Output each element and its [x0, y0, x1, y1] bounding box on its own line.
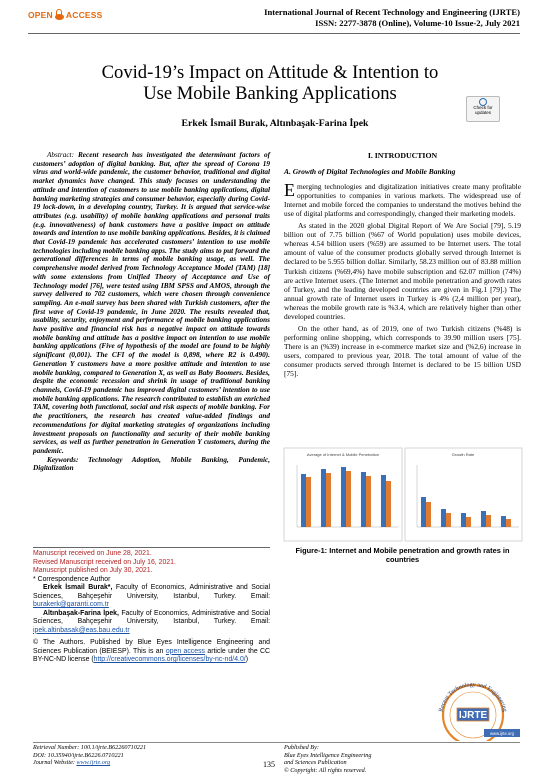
- figure-1-image: [283, 447, 523, 542]
- title-line-1: Covid-19’s Impact on Attitude & Intention to: [101, 62, 439, 83]
- intro-paragraph-1: [284, 182, 521, 218]
- intro-paragraph-2: As stated in the 2020 global Digital Report of We Are Social [79], 5.19 billion out of 7.75 billion (%67 of World population) uses mobile devices, whereas 4.54 billion users (%59) are assumed to be Internet users. The total amount of value of the consumer products globally served through Internet is declared to be 5.955 billion dollar. Similarly, 58.23 million out of 83.88 million Turkish citizens (%69,4%) have mobile subscription and 62.07 million (74%) are active Internet users. (The Internet and mobile penetration and growth rates of Turkey, and the leading developed countries are given in Fig.1 [79].) The annual growth rate of Internet users in Turkey is 4% (2,4 million per year), whereas the mobile growth rate is %3.4, which are relatively higher than other developed countries.: [284, 221, 521, 321]
- footer-left: [33, 744, 146, 767]
- correspondence-label: * Correspondence Author: [33, 575, 111, 583]
- received-date: Manuscript received on June 28, 2021.: [33, 550, 152, 557]
- revised-date: Revised Manuscript received on July 16, 2021.: [33, 558, 176, 566]
- section-heading: I. INTRODUCTION: [367, 151, 438, 160]
- manuscript-rule: [33, 547, 270, 548]
- author-1-email[interactable]: burakerk@garanti.com.tr: [33, 601, 109, 608]
- svg-text:Recent Technology and Engineer: Recent Technology and Engineering: [438, 681, 508, 713]
- license-c: ): [245, 656, 248, 663]
- author-2-name: Altınbaşak-Farina İpek,: [43, 609, 119, 617]
- copyright: © Copyright: All rights reserved.: [284, 766, 367, 774]
- website-line: [33, 759, 146, 767]
- author-1-name: Erkek İsmail Burak*,: [43, 584, 113, 591]
- website-label: Journal Website:: [33, 759, 75, 767]
- chart1-title: Average of Internet & Mobile Penetration: [306, 452, 380, 457]
- author-1-aff-text: Faculty of Economics, Administrative and Social Sciences, Bahçeşehir University, Istanbul, Turkey. Email:: [33, 584, 270, 600]
- header-rule: [28, 33, 520, 34]
- svg-text:www.ijrte.org: www.ijrte.org: [490, 731, 514, 736]
- intro-paragraph-1-text: merging technologies and digitalization initiatives create many profitable opportunities to companies in various markets. The widespread use of Internet and mobile forced the companies to understand the motives behind the use of digital platforms and correspondingly, changed their marketing models.: [284, 182, 521, 219]
- doi: DOI: 10.35940/ijrte.B6226.0710221: [33, 751, 124, 759]
- footer-rule: [33, 742, 520, 743]
- footer-right: [284, 744, 371, 774]
- author-1-affiliation: [33, 584, 270, 610]
- check-updates-icon: [479, 98, 487, 106]
- author-line: Erkek İsmail Burak, Altınbaşak-Farina İpek: [181, 118, 369, 129]
- issn-line: ISSN: 2277-3878 (Online), Volume-10 Issue-2, July 2021: [315, 17, 520, 28]
- license-b: article under the CC BY-NC-ND license (: [33, 647, 270, 663]
- cc-license-link[interactable]: http://creativecommons.org/licenses/by-nc-nd/4.0/: [93, 656, 246, 663]
- page-header: [0, 0, 550, 36]
- keywords-text: Technology Adoption, Mobile Banking, Pandemic, Digitalization: [33, 455, 271, 473]
- subsection-heading: A. Growth of Digital Technologies and Mobile Banking: [284, 167, 456, 177]
- open-access-logo: [28, 9, 103, 20]
- journal-header: [264, 7, 520, 28]
- keywords-paragraph: [33, 456, 270, 473]
- license-text: [33, 639, 270, 665]
- drop-cap: E: [284, 180, 295, 201]
- website-link[interactable]: www.ijrte.org: [76, 759, 111, 767]
- published-date: Manuscript published on July 30, 2021.: [33, 567, 153, 574]
- publisher-line-1: Blue Eyes Intelligence Engineering: [284, 751, 372, 759]
- oa-right-text: ACCESS: [65, 9, 103, 20]
- intro-paragraph-3: On the other hand, as of 2019, one of two Turkish citizens (%48) is performing online shopping, which corresponds to 39.90 million users [75]. There is an (%39) increase in e-commerce market size and (%2,6) increase in users, compared to previous year, 2018. The total amount of value of the consumer products served through Internet is declared to be 15 billion USD [75].: [284, 323, 521, 379]
- page-number: 135: [263, 760, 275, 769]
- open-lock-icon: [55, 9, 64, 20]
- check-badge-text: Check for updates: [473, 105, 493, 115]
- title-line-2: Use Mobile Banking Applications: [143, 83, 397, 104]
- published-by-label: Published By:: [284, 744, 319, 751]
- retrieval-number: Retrieval Number: 100.1/ijrte.B62260710221: [33, 744, 147, 751]
- author-2-email[interactable]: ipek.altinbasak@eas.bau.edu.tr: [33, 626, 130, 634]
- paper-title: [40, 62, 500, 104]
- manuscript-info: [33, 550, 270, 665]
- figure-1-caption: Figure-1: Internet and Mobile penetration and growth rates in countries: [295, 546, 510, 564]
- ijrte-seal: [424, 677, 522, 741]
- abstract-column: [33, 151, 270, 473]
- journal-name: International Journal of Recent Technology and Engineering (IJRTE): [264, 7, 520, 17]
- license-a: © The Authors. Published by Blue Eyes Intelligence Engineering and Sciences Publication (BEIESP). This is an: [33, 639, 270, 655]
- abstract-paragraph: [33, 151, 270, 456]
- publisher-line-2: and Sciences Publication: [284, 759, 347, 767]
- oa-left-text: OPEN: [28, 9, 53, 20]
- introduction-column: [284, 151, 521, 381]
- author-2-aff-text: Faculty of Economics, Administrative and Social Sciences, Bahçeşehir University, Istanbul, Turkey. Email:: [33, 609, 270, 625]
- abstract-text: Recent research has investigated the determinant factors of customers’ adoption of digital banking. But, after the spread of Corona 19 virus and world-wide pandemic, the customer behavior, traditional and digital market dynamics have changed. This study focuses on understanding the attitude and intention of customers to use mobile banking applications, digital banking marketing strategies and consumer behavior, especially during Covid-19 lock-down, in a developing country, Turkey. It is argued that service-wise attributes (e.g. usability) of mobile banking applications and personal traits (e.g. innovativeness) of bank customers have a positive impact on attitude towards and intention to use mobile banking applications. Besides, it is claimed that Covid-19 pandemic has accelerated customers’ intention to use mobile technologies including mobile banking apps. The study aims to put forward the generational differences in terms of mobile banking usage, as well. The comprehensive model derived from Technology Acceptance Model (TAM) [18] with some extensions from Unified Theory of Acceptance and Use of Technology model [76], were tested using IBM SPSS and AMOS, through the survey delivered to 702 customers, which were chosen through convenience sampling. An e-mail survey has been shared with Turkish customers, after the first wave of Covid-19 pandemic, in June 2020. The results revealed that, usability, security, enjoyment and performance of mobile banking applications have positive and financial risk has a negative impact on attitude towards mobile banking and attitude has a positive impact on intention to use mobile banking applications (Five of hypothesis of the model are found to be highly significant (0,001). The CFI of the model is 0,898, where R2 is 0.490). Generation Y customers have a more positive attitude and intention to use mobile banking, compared to Generation X, as well as Baby Boomers. Besides, despite the economic recession and shrink in usage of traditional banking channels, Covid-19 pandemic has improved digital customers’ intention to use mobile banking applications. The research contributed to establish an enriched TAM, covering both functional, social and risk aspects of mobile banking. For the practitioners, the research has created value-added findings and recommendations for digital marketing strategies of organizations including investment proposals on functionality and security of their mobile banking services, as well as further penetration in Generation Y customers, during the pandemic.: [33, 151, 271, 455]
- open-access-link[interactable]: open access: [165, 647, 205, 655]
- figure-1: [283, 447, 523, 517]
- author-2-affiliation: [33, 610, 270, 636]
- keywords-label: Keywords:: [47, 455, 79, 464]
- chart2-title: Growth Rate: [451, 452, 475, 457]
- seal-text: IJRTE: [458, 710, 488, 721]
- abstract-label: Abstract:: [47, 151, 74, 159]
